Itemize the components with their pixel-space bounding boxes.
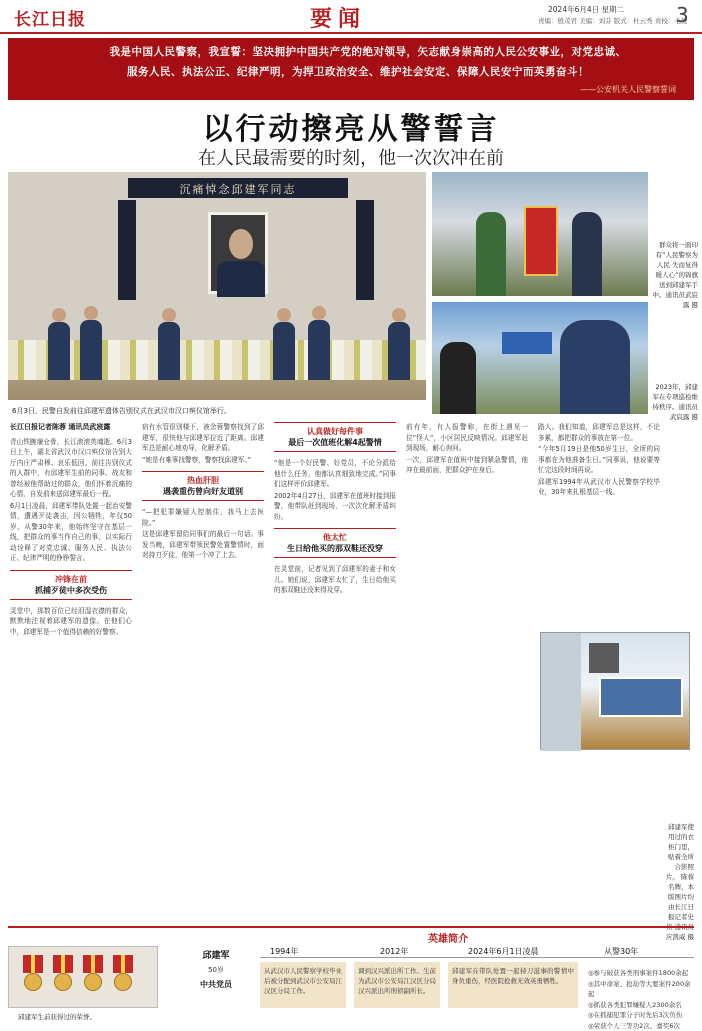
honor-guard-head xyxy=(162,308,176,322)
medal-icon xyxy=(113,955,133,995)
article-column-3 xyxy=(274,422,396,922)
article-paragraph: “她是有难事找警察，警察找邱建军。” xyxy=(142,455,264,466)
timeline-year: 从警30年 xyxy=(604,946,638,957)
locker-group-photo xyxy=(540,632,690,750)
honor-guard-head xyxy=(312,306,326,320)
officer-portrait xyxy=(208,212,268,294)
honor-guard-head xyxy=(52,308,66,322)
article-paragraph: 这是邱建军留给同事们的最后一句话。事发当晚，邱建军带领民警处置警情时，面对持刀歹徒，他第一个冲了上去。 xyxy=(142,529,264,561)
timeline-year: 2024年6月1日凌晨 xyxy=(468,946,539,957)
oath-source: ——公安机关人民警察誓词 xyxy=(580,84,676,95)
hero-identity xyxy=(180,948,252,990)
group-photo-print xyxy=(599,677,683,717)
career-achievements xyxy=(588,968,694,1031)
main-photo-caption: 6月3日，民警自发前往邱建军遗体告别仪式在武汉市汉口殡仪馆举行。 xyxy=(12,406,231,416)
hero-age: 50岁 xyxy=(180,965,252,975)
portrait-face xyxy=(229,229,253,259)
career-timeline xyxy=(260,946,694,958)
subhead-tag: 热血肝胆 xyxy=(142,475,264,486)
honor-guard-officer xyxy=(308,320,330,380)
article-paragraph: 在灵堂前，记者见到了邱建军的妻子和女儿。她们说，邱建军太忙了，生日给他买的那双鞋还没来得及穿。 xyxy=(274,564,396,596)
honor-guard-officer xyxy=(388,322,410,380)
bystander-figure xyxy=(440,342,476,414)
article-paragraph: 一次，邱建军在值班中接到紧急警情，他冲在最前面，把群众护在身后。 xyxy=(406,455,528,476)
page-headline: 以行动擦亮从警誓言 xyxy=(0,104,702,148)
article-paragraph: 前有年，有人报警称，在街上遇见一位“怪人”，小区居民反映情况。邱建军赶到现场，耐心询问。 xyxy=(406,422,528,454)
article-byline: 长江日报记者陈蓉 通讯员武宸露 xyxy=(10,422,132,433)
timeline-card: 调到汉兴派出所工作。生前为武汉市公安局江汉区分局汉兴派出所刑侦副所长。 xyxy=(354,962,440,1008)
subhead-title: 遇袭重伤曾向好友道别 xyxy=(142,486,264,497)
achievement-item: ◎在抓捕犯罪分子时先后3次负伤 xyxy=(588,1010,694,1021)
medal-icon xyxy=(53,955,73,995)
article-column-2 xyxy=(142,422,264,922)
tent-canopy xyxy=(502,332,552,354)
subhead-title: 最后一次值班化解4起警情 xyxy=(274,437,396,448)
hero-name: 邱建军 xyxy=(180,948,252,961)
patrol-photo xyxy=(432,302,648,414)
side-photo-1-caption: 群众将一面印有“人民警察为人民 失而复得暖人心”的锦旗送到邱建军手中。通讯员武宸露 摄 xyxy=(652,240,698,310)
honor-guard-officer xyxy=(80,320,102,380)
hero-profile-strip xyxy=(8,926,694,1022)
subhead-tag: 他太忙 xyxy=(274,532,396,543)
portrait-uniform xyxy=(217,261,265,297)
oath-line-2: 服务人民、执法公正、纪律严明，为捍卫政治安全、维护社会安定、保障人民安宁而英勇奋斗！ xyxy=(38,64,678,79)
memorial-banner xyxy=(128,178,348,198)
article-paragraph: “今年5月19日是他50岁生日，全所的同事都在为他准备生日。”同事说，他说要等忙完这段时间再说。 xyxy=(538,444,660,476)
honor-guard-officer xyxy=(48,322,70,380)
medal-icon xyxy=(83,955,103,995)
hero-profile-label: 英雄简介 xyxy=(428,930,468,945)
editorial-staff: 责编：殷茂君 美编：刘芬 版式：杜云秀 责校：毛俊 xyxy=(538,16,687,25)
memorial-banner-text: 沉痛悼念邱建军同志 xyxy=(128,181,348,197)
banner-presentation-photo xyxy=(432,172,648,296)
hero-party: 中共党员 xyxy=(180,979,252,990)
section-title: 要闻 xyxy=(310,2,366,33)
article-paragraph: “他是一个好民警、好党员，不论分派给他什么任务，他都认真细致地完成。”同事们这样评价邱建军。 xyxy=(274,458,396,490)
article-paragraph: 宿有水管很别楼下，被余蓉警察找到了邱建军，很快他与邱建军拉近了距离。邱建军总是耐心地劝导，化解矛盾。 xyxy=(142,422,264,454)
article-subhead-1 xyxy=(10,570,132,600)
newspaper-logo: 长江日报 xyxy=(14,5,86,30)
timeline-card: 从武汉市人民警察学校毕业后被分配到武汉市公安局江汉区分局工作。 xyxy=(260,962,346,1008)
article-subhead-2 xyxy=(142,471,264,501)
couplet-right xyxy=(356,200,374,300)
subhead-tag: 认真做好每件事 xyxy=(274,426,396,437)
timeline-year: 2012年 xyxy=(380,946,408,957)
article-column-5 xyxy=(538,422,660,628)
achievement-item: ◎其中命案、抢劫等大要案件200余起 xyxy=(588,979,694,1000)
honor-guard-head xyxy=(392,308,406,322)
police-oath-banner xyxy=(8,38,694,100)
side-photo-2-caption: 2023年，邱建军在专项巡检维持秩序。通讯员武宸露 摄 xyxy=(652,382,698,422)
memorial-wall xyxy=(8,172,426,340)
subhead-title: 抓捕歹徒中多次受伤 xyxy=(10,585,132,596)
article-subhead-3 xyxy=(274,422,396,452)
article-paragraph: 路人。我们知道，邱建军总是这样，不论多累，都把群众的事放在第一位。 xyxy=(538,422,660,443)
article-paragraph: 邱建军1994年从武汉市人民警察学校毕业，30年来扎根基层一线。 xyxy=(538,477,660,498)
issue-date: 2024年6月4日 星期二 xyxy=(548,4,624,15)
subhead-title: 生日给他买的那双鞋还没穿 xyxy=(274,543,396,554)
honor-guard-officer xyxy=(158,322,180,380)
red-banner xyxy=(524,206,558,276)
article-column-4 xyxy=(406,422,528,922)
officer-with-cap xyxy=(560,320,630,414)
person-figure xyxy=(476,212,506,296)
achievement-item: ◎参与破获各类刑事案件1800余起 xyxy=(588,968,694,979)
honor-guard-officer xyxy=(273,322,295,380)
article-paragraph: “—把犯罪嫌疑人控制住，我马上去医院。” xyxy=(142,507,264,528)
medals-photo xyxy=(8,946,158,1008)
page-number: 3 xyxy=(676,3,689,27)
article-paragraph: 6月1日凌晨，邱建军带队处置一起治安警情，遭遇歹徒袭击，因公牺牲，年仅50岁。从警30年来，他始终坚守在基层一线，把群众的事当作自己的事，以实际行动诠释了对党忠诚、服务人民、执法公正、纪律严明的铮铮誓言。 xyxy=(10,501,132,564)
oath-line-1: 我是中国人民警察，我宣誓：坚决拥护中国共产党的绝对领导，矢志献身崇高的人民公安事业，对党忠诚、 xyxy=(68,44,668,59)
article-paragraph: 2002年4月27日，邱建军在值班时接到报警，他带队赶到现场，一次次化解矛盾纠纷。 xyxy=(274,491,396,523)
article-paragraph: 灵堂中，那数百位已经泪湿衣襟的群众，默默地注视着邱建军的遗像。在他们心中，邱建军是一个值得信赖的好警察。 xyxy=(10,606,132,638)
page-subheadline: 在人民最需要的时刻，他一次次冲在前 xyxy=(0,144,702,170)
timeline-card: 邱建军在带队处置一起持刀滋事的警情中身负重伤，经医院抢救无效英勇牺牲。 xyxy=(448,962,578,1008)
article-paragraph: 青山铁腕堰仓骨，长江滚滚英魂逝。6月3日上午，湖北省武汉市汉口殡仪馆告别大厅内庄严肃穆、哀乐低回。前往告别仪式的人群中，有邱建军生前的同事、战友和曾经被他帮助过的群众，他们怀着沉痛的心情，自发前来送邱建军最后一程。 xyxy=(10,437,132,500)
timeline-year: 1994年 xyxy=(270,946,298,957)
person-figure xyxy=(572,212,602,296)
article-subhead-4 xyxy=(274,528,396,558)
masthead xyxy=(0,0,702,34)
locker-photo-caption: 邱建军使用过的衣柜门里，贴着全所合影照片。 陈蓉名牌，本版图片均由长江日报记者史伟 通讯员应凯威 摄 xyxy=(664,822,694,942)
uniform-hanging xyxy=(589,643,619,673)
medal-icon xyxy=(23,955,43,995)
honor-guard-head xyxy=(277,308,291,322)
medals-caption: 邱建军生前获得过的荣誉。 xyxy=(18,1012,96,1021)
locker-door xyxy=(541,633,581,751)
achievement-item: ◎荣获个人三等功2次、嘉奖6次 xyxy=(588,1021,694,1031)
memorial-hall-photo xyxy=(8,172,426,400)
subhead-tag: 冲锋在前 xyxy=(10,574,132,585)
honor-guard-head xyxy=(84,306,98,320)
flower-arrangement xyxy=(8,340,426,380)
couplet-left xyxy=(118,200,136,300)
article-column-1 xyxy=(10,422,132,922)
achievement-item: ◎抓获各类犯罪嫌疑人2300余名 xyxy=(588,1000,694,1011)
